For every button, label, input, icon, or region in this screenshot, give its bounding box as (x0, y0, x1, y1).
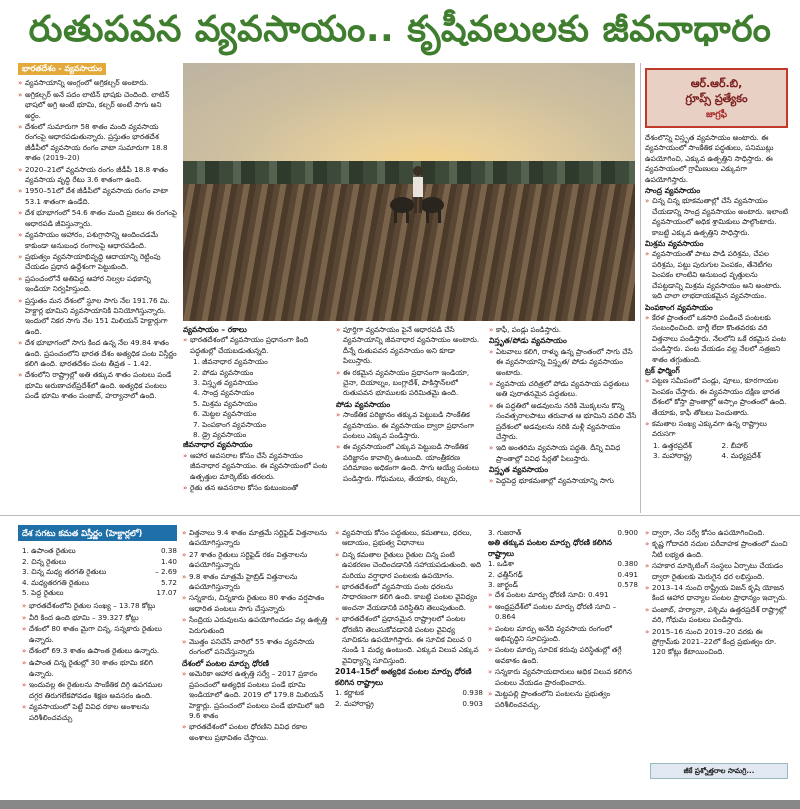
state-index-row: 3. గుజరాత్ 0.900 (488, 528, 638, 537)
stats-bullet: » వీరి కింద ఉంది భూమి – 39.327 కోట్లు (22, 613, 177, 624)
mid2-bullet: » సాంకేతిక పరిజ్ఞానం తక్కువ పెట్టుబడి సాంకేతిక వ్యవసాయం. ఈ వ్యవసాయం ద్వారా ప్రధానంగా పంటలు ఎక్కువ పండిస్తారు. (336, 410, 484, 441)
type-item: 5. మిశ్రమ వ్యవసాయం (193, 398, 258, 408)
low1-bullet: » సన్నకారు, చిన్నకారు రైతులు 80 శాతం వర్షపాతం ఆధారిత పంటలు సాగు చేస్తున్నారు (182, 593, 330, 614)
mid3-bullet: » పెద్దపెద్ద భూకమతాల్లో వ్యవసాయాన్ని సాగు (489, 476, 637, 486)
low3-heading: అతి తక్కువ పంటల మార్పు ధోరణి కలిగిన రాష్ట్రాలు (488, 538, 612, 558)
stats-bullet: » దేశంలో 80 శాతం మైగా చిన్న, సన్నకారు రైతులు ఉన్నారు. (22, 624, 177, 645)
rrb-line1: ఆర్.ఆర్.బి, (690, 77, 743, 90)
farm-photo (183, 63, 635, 321)
type-item: 4. సాంద్ర వ్యవసాయం (193, 388, 255, 398)
stats-bullet: » భారతదేశంలోని రైతుల సంఖ్య – 13.78 కోట్లు (22, 601, 177, 612)
right-section-heading: మిశ్రమ వ్యవసాయం (645, 239, 704, 249)
low3-bullet: » సన్నకారు వ్యవసాయదారులు అధిక విలువ కలిగిన పంటలు వేయడం ప్రారంభించారు. (488, 667, 638, 688)
left-bullet: » ప్రస్తుతం మన దేశంలో స్థూల సాగు నేల 191.76 మి. హెక్టార్ల భూమిని వ్యవసాయానికి వినియోగిస్తున్నారు. ఇందులో నికర సాగు నేల 151 మిలియన్ హెక్టార్లుగా ఉంది. (18, 296, 178, 338)
left-bullet: » వ్యవసాయం ఆహారం, పశుగ్రాసాన్ని అందించడమే కాకుండా అనుబంధ రంగాలపై ఆధారపడింది. (18, 230, 178, 251)
right-section-heading: పెంపకాంగ వ్యవసాయం (645, 302, 713, 312)
low4-bullet: » సహకార మార్కెటింగ్ సంస్థలు ఏర్పాటు చేయడం ద్వారా రైతులకు మెరుగైన ధర లభిస్తుంది. (645, 561, 790, 582)
mid2-bullet: » ఈ వ్యవసాయంలో ఎక్కువ పెట్టుబడి సాంకేతిక పరిజ్ఞానం కావాల్సి ఉంటుంది. యాంత్రీకరణ పరిమాణం అధికంగా ఉంది. సాగు అయ్యే పంటలు పండిస్తారు. గోధుమలు, తేయాకు, రబ్బరు, (336, 442, 484, 484)
low1-bullet: » అమెరికా ఆహార ఉత్పత్తి సర్వే – 2017 ప్రకారం ప్రపంచంలో అత్యధిక పంటలు పండే భూమి ఇండియాలో ఉంది. 2019 లో 179.8 మిలియన్ హెక్టార్లు. ప్రపంచంలో పంటలు పండే భూమిలో ఇది 9.6 శాతం (182, 669, 330, 721)
left-bullet: » దేశంలోని రాష్ట్రాల్లో అతి తక్కువ శాతం పంటలు పండే భూమి అరుణాచల్‌ప్రదేశ్‌లో ఉంది. అత్యధిక పంటలు పండే భూమి శాతం పంజాబ్, హర్యానాలో ఉంది. (18, 370, 178, 401)
low2-bullet: » చిన్న కమతాల రైతులు రైతుల చిన్న పంటి ఉపకరణం చెందించడానికి సహాయపడుతుంది. అది మరియు వర్షాధార పంటలకు ఉపయోగం. (335, 550, 483, 581)
state-list (645, 441, 790, 462)
mid3-bullet: » వ్యవసాయ చరిత్రలో పోడు వ్యవసాయ పద్ధతులు అతి పురాతనమైన పద్ధతులు. (489, 379, 637, 400)
low1-bullet: » విత్తనాలు 9.4 శాతం మాత్రమే సర్టిఫైడ్ విత్తనాలను ఉపయోగిస్తున్నారు (182, 528, 330, 549)
lower-column-4 (645, 528, 790, 760)
mid3-bullet: » కాఫీ, పండ్లు పండిస్తారు. (489, 325, 637, 335)
low3-bullet: » ఆంధ్రప్రదేశ్‌లో పంటల మార్పు ధోరణి సూచి – 0.864 (488, 602, 638, 623)
low4-bullet: » ద్వారా, నేల సర్వే కోసం ఉపయోగించింది. (645, 528, 790, 538)
mid2-bullet: » పూర్తిగా వ్యవసాయం పైనే ఆధారపడి చేసే వ్యవసాయాన్ని జీవనాధార వ్యవసాయం అంటారు. దీన్నే రుతుపవన వ్యవసాయం అని కూడా పిలుస్తారు. (336, 325, 484, 367)
mid3-bullet: » ఈ పద్ధతిలో అడవులను నరికి మొక్కలను కొన్ని సంవత్సరాలపాటు తరువాత ఆ భూమిని వదిలి వేసే ప్రదేశంలో అడవులను నరికి మళ్లీ వ్యవసాయం చేస్తారు. (489, 401, 637, 443)
left-bullet: » దేశ భూభాగంలో 54.6 శాతం మంది ప్రజలు ఈ రంగంపై ఆధారపడి జీవిస్తున్నారు. (18, 208, 178, 229)
holding-row: 4. మధ్యతరగతి రైతులు 5.72 (22, 577, 177, 587)
state-list-item: 3. మహారాష్ట్ర (653, 451, 692, 461)
low3-bullet: » పంటల మార్పు సూచిక కరువు పరిస్థితుల్లో తగ్గే అవకాశం ఉంది. (488, 645, 638, 666)
low1-bullet: » సేంద్రియ ఎరువులను ఉపయోగించడం వల్ల ఉత్పత్తి పెరుగుతుంది (182, 615, 330, 636)
mid3-heading2: విస్తృత వ్యవసాయం (489, 465, 549, 475)
left-bullet: » 2020–21లో వ్యవసాయ రంగం జీడీపీ 18.8 శాతం వ్యవసాయ వృద్ధి రేటు 3.6 శాతంగా ఉంది. (18, 165, 178, 186)
section-tag: భారతదేశం - వ్యవసాయం (18, 63, 106, 75)
left-column (18, 63, 178, 513)
state-list-item: 1. ఉత్తరప్రదేశ్ (653, 440, 692, 450)
low1-bullet: » మొత్తం పనిచేసే వారిలో 55 శాతం వ్యవసాయ రంగంలో పనిచేస్తున్నారు (182, 637, 330, 658)
mid1-bullet: » రైతు తన అవసరాల కోసం కుటుంబంతో (183, 483, 331, 493)
mid1-intro: » భారతదేశంలో వ్యవసాయం ప్రధానంగా కింది పద్ధతుల్లో చేయబడుతున్నది. (183, 335, 331, 356)
low2-bullet: » భారతదేశంలో ప్రధానమైన రాష్ట్రాలలో పంటల ధోరణిని తెలుసుకోవడానికి పంటల వైవిధ్య సూచికను ఉపయోగిస్తారు. ఈ సూచిక విలువ 0 నుండి 1 మధ్య ఉంటుంది. ఎక్కువ విలువ ఎక్కువ వైవిధ్యాన్ని సూచిస్తుంది. (335, 614, 483, 666)
state-index-row: 1. ఒడిశా 0.380 (488, 559, 638, 569)
type-item: 6. మెట్టల వ్యవసాయం (193, 409, 257, 419)
stats-bullet: » ఉపాంత చిన్న రైతుల్లో 30 శాతం భూమి కలిగి ఉన్నారు. (22, 658, 177, 679)
lower-column-1 (182, 528, 330, 798)
rrb-subject: జాగ్రఫీ (705, 110, 728, 120)
holding-row: 2. చిన్న రైతులు 1.40 (22, 556, 177, 566)
farmer-with-oxen-illustration (388, 153, 448, 233)
mid-column-2 (336, 325, 484, 513)
low1-bullet: » 27 శాతం రైతులు సర్టిఫైడ్ రకం విత్తనాలను ఉపయోగిస్తున్నారు (182, 550, 330, 571)
mid1-heading2: జీవనాధార వ్యవసాయం (183, 440, 253, 450)
holding-row: 1. ఉపాంత రైతులు 0.38 (22, 546, 177, 555)
left-bullet: » ప్రభుత్వం వ్యవసాయాభివృద్ధి ఆదాయాన్ని రెట్టింపు చేయడం ప్రధాన ఉద్దేశంగా పెట్టుకుంది. (18, 252, 178, 273)
mid3-bullet: » ఇది అంతరిమ వ్యవసాయ పద్ధతి. దీన్ని వివిధ ప్రాంతాల్లో వివిధ పేర్లతో పిలుస్తారు. (489, 443, 637, 464)
state-index-row: 1. కర్ణాటక 0.938 (335, 688, 483, 698)
page-headline: రుతుపవన వ్యవసాయం.. కృషీవలులకు జీవనాధారం (28, 9, 772, 50)
right-section-item: » కమతాల సంఖ్య ఎక్కువగా ఉన్న రాష్ట్రాలు వరుసగా (645, 419, 790, 440)
left-bullet-list (18, 78, 178, 401)
stats-bullet: » దేశంలో 69.3 శాతం ఉపాంత రైతులు ఉన్నారు. (22, 646, 177, 657)
right-intro: దేశంలొన్ని విస్తృత వ్యవసాయం అంటారు. ఈ వ్యవసాయంలో సాంకేతిక పద్ధతులు, పనిముట్లు ఉపయోగించి, ఎక్కువ ఉత్పత్తిని సాధిస్తారు. ఈ వ్యవసాయంలో గ్రామీణులు ఎక్కువగా ఉపయోగిస్తారు. (645, 133, 774, 184)
right-section-item: » వ్యవసాయంతో పాటు పాడి పరిశ్రమ, చేపల పరిశ్రమ, పట్టు పురుగుల పెంపకం, తేనెటీగల పెంపకం లాంటివి అనుబంధ వృత్తులను చేపట్టడాన్ని మిశ్రమ వ్యవసాయం అని అంటారు. ఇది చాలా లాభదాయకమైన వ్యవసాయం. (645, 249, 790, 301)
state-list-item: 4. మధ్యప్రదేశ్ (721, 451, 761, 461)
low1-bullet: » 9.8 శాతం మాత్రమే హైబ్రిడ్ విత్తనాలను ఉపయోగిస్తున్నారు (182, 572, 330, 593)
low2-bullet: » భారతదేశంలో వ్యవసాయ పంట ధరలను సాధారణంగా కలిగి ఉంది. కాబట్టి పంటల వైవిధ్యం అంచనా వేయడానికి పరిస్థితిని తెలుపుతుంది. (335, 582, 483, 613)
stats-heading: దేశ సగటు కమత విస్తీర్ణం (హెక్టార్లలో) (18, 525, 177, 541)
type-item: 1. జీవనాధార వ్యవసాయం (193, 357, 268, 367)
mid-column-1 (183, 325, 331, 513)
type-item: 8. డ్రై వ్యవసాయం (193, 430, 247, 440)
gk-footer-box: జీకే ప్రశ్నోత్తరాల సామగ్రి... (650, 763, 788, 779)
right-column (645, 133, 790, 513)
low4-bullet: » కృష్ణ గోదావరి నదుల పరీవాహక ప్రాంతంలో మంచి నీటి లభ్యత ఉంది. (645, 539, 790, 560)
stats-bullet: » ఇందువల్ల ఈ రైతులను సాంకేతిక దిగ్గి ఉపగముల దగ్గర తిరుగలేకపోవడం శిక్షణ అవసరం ఉంది. (22, 680, 177, 701)
page-footer-bar (0, 800, 800, 809)
rrb-line2: గ్రూప్స్ ప్రత్యేకం (685, 92, 748, 105)
mid2-bullet: » ఈ రకమైన వ్యవసాయం ప్రధానంగా ఇండియా, చైనా, దియాల్నం, బంగ్లాదేశ్, పాకిస్తాన్‌లలో రుతుపవన భూములకు పరిమితమై ఉంది. (336, 368, 484, 399)
right-section-item: » పట్టణ సమీపంలో పండ్లు, పూలు, కూరగాయల పెంపకం చేస్తారు. ఈ వ్యవసాయం దక్షిణ భారత దేశంలో కోస్తా ప్రాంతాల్లో అస్సాం ప్రాంతంలో ఉంది. తేయాకు, కాఫీ తోటలు పెంచుతారు. (645, 376, 790, 418)
low4-bullet: » 2015–16 నుంచి 2019–20 వరకు ఈ ప్రోగ్రామ్‌కు 2021–22లో కేంద్ర ప్రభుత్వం రూ. 120 కోట్లు కేటాయించింది. (645, 627, 790, 658)
right-section-item: » చిన్న చిన్న భూకమతాల్లో చేసే వ్యవసాయం చేయడాన్ని సాంద్ర వ్యవసాయం అంటారు. ఇలాంటి వ్యవసాయంలో అధిక శ్రామికులు పాల్గొంటారు. కాబట్టి ఎక్కువ ఉత్పత్తిని సాధిస్తారు. (645, 196, 790, 238)
mid-column-3 (489, 325, 637, 513)
left-bullet: » వ్యవసాయాన్ని ఆంగ్లంలో అగ్రికల్చర్ అంటారు. (18, 78, 178, 88)
left-bullet: » అగ్రికల్చర్ అనే పదం లాటిన్ భాషకు చెందింది. లాటిన్ భాషలో అగ్రి అంటే భూమి, కల్చర్ అంటే సాగు అని అర్థం. (18, 90, 178, 121)
left-bullet: » ప్రపంచంలోనే అతిపెద్ద ఆహార నిల్వల పథకాన్ని ఇండియా నిర్వహిస్తుంది. (18, 274, 178, 295)
mid1-bullet: » ఆహార అవసరాల కోసం చేసే వ్యవసాయం జీవనాధార వ్యవసాయం. ఈ వ్యవసాయంలో పంట ఉత్పత్తుల మార్కెట్‌కు తరలరు. (183, 451, 331, 482)
type-item: 7. పెంపకాంగ వ్యవసాయం (193, 419, 267, 429)
holding-row: 5. పెద్ద రైతులు 17.07 (22, 588, 177, 598)
lower-column-3 (488, 528, 638, 798)
type-item: 3. విస్తృత వ్యవసాయం (193, 378, 258, 388)
mid2-heading: పోడు వ్యవసాయం (336, 399, 391, 409)
right-section-heading: ట్రక్ ఫార్మింగ్ (645, 365, 680, 375)
right-section-heading: సాంద్ర వ్యవసాయం (645, 186, 701, 196)
state-index-row: 2. మహారాష్ట్ర 0.903 (335, 698, 483, 708)
mid3-heading: విస్తృత/పోడు వ్యవసాయం (489, 336, 567, 346)
low4-bullet: » 2013–14 నుంచి రాష్ట్రీయ విజన్ కృషి యోజన కింద ఆహార ధాన్యాల పంటల ప్రాధాన్యం ఇచ్చారు. (645, 583, 790, 604)
low1-bullet: » భారతదేశంలో పంటల ధోరణిని వివిధ రకాల అంశాలు ప్రభావితం చేస్తాయి. (182, 722, 330, 743)
holdings-table (22, 546, 177, 796)
mid3-bullet: » ఏటవాలు కలిగి, రాళ్ళు ఉన్న ప్రాంతంలో సాగు చేసే ఈ వ్యవసాయాన్ని విస్తృత/ పోడు వ్యవసాయం అంటారు. (489, 347, 637, 378)
right-section-item: » కేరళ ప్రాంతంలో ఒకసారి పండించే పంటలకు సంబంధించింది. బార్లీ లేదా కొంతవరకు వరి విత్తనాలు పండిస్తారు. నేలలోని ఒకే రకమైన పంట పండిస్తారు. పంట వేయడం వల్ల నేలలో నత్రజని శాతం తగ్గుతుంది. (645, 313, 790, 365)
state-index-row: 2. ఛత్తీస్‌గఢ్ 0.491 (488, 569, 638, 579)
rrb-groups-special-box (645, 68, 788, 128)
holding-row: 3. చిన్న మధ్య తరగతి రైతులు – 2.69 (22, 567, 177, 577)
low2-bullet: » వ్యవసాయ కోసం పద్ధతులు, కమతాలు, ధరలు, ఆదాయం, ప్రభుత్వ విధానాలు (335, 528, 483, 549)
low4-bullet: » పంజాబ్, హర్యానా, పశ్చిమ ఉత్తరప్రదేశ్ రాష్ట్రాల్లో వరి, గోధుమ పంటలు పండిస్తారు. (645, 605, 790, 626)
left-bullet: » 1950–51లో దేశ జీడీపీలో వ్యవసాయ రంగం వాటా 53.1 శాతంగా ఉండేది. (18, 186, 178, 207)
left-bullet: » దేశ భూభాగంలో సాగు కింద ఉన్న నేల 49.84 శాతం ఉంది. ప్రపంచంలోని భారత దేశం అత్యధిక పంట విస్తీర్ణం కలిగి ఉంది. భారతదేశం పంట తీవ్రత – 1.42. (18, 338, 178, 369)
state-list-item: 2. బీహార్ (721, 440, 748, 450)
low3-bullet: » పంటల మార్పు అనేది వ్యవసాయ రంగంలో అభివృద్ధిని సూచిస్తుంది. (488, 624, 638, 645)
lower-column-2 (335, 528, 483, 798)
type-item: 2. పోడు వ్యవసాయం (193, 367, 254, 377)
low1-heading: దేశంలో పంటల మార్పు ధోరణి (182, 658, 270, 668)
stats-bullet: » వ్యవసాయంలో పెట్టే వివిధ రకాల అంశాలను పరిశీలించవచ్చు (22, 702, 177, 723)
types-list (183, 357, 331, 440)
mid1-heading: వ్యవసాయం – రకాలు (183, 325, 247, 334)
low2-heading: 2014–15లో అత్యధిక పంటల మార్పు ధోరణి కలిగిన రాష్ట్రాలు (335, 667, 472, 687)
left-bullet: » దేశంలో సుమారుగా 58 శాతం మంది వ్యవసాయ రంగంపై ఆధారపడుతున్నారు. ప్రస్తుతం భారతదేశ జీడీపీలో వ్యవసాయ రంగం వాటా సుమారుగా 18.8 శాతం (2019–20) (18, 122, 178, 164)
low3-bullet: » మెట్టపల్లి ప్రాంతంలోని పంటలను ప్రభుత్వం పరిశీలించవచ్చు. (488, 689, 638, 710)
low3-bullet: » దేశ పంటల మార్పు ధోరణి సూచి: 0.491 (488, 590, 638, 600)
state-index-row: 3. జార్ఖండ్ 0.578 (488, 580, 638, 590)
